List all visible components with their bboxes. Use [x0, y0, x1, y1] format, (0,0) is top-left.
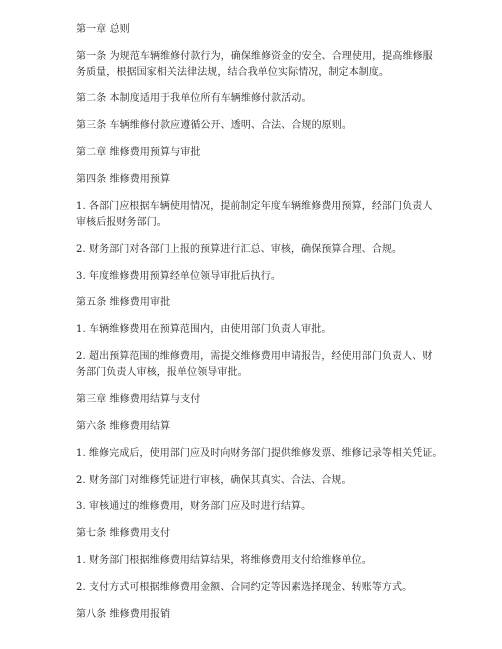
chapter-3-heading: 第三章 维修费用结算与支付	[76, 394, 201, 405]
article-6-item-2: 2. 财务部门对维修凭证进行审核，确保其真实、合法、合规。	[76, 475, 352, 486]
chapter-1-heading: 第一章 总则	[76, 24, 130, 35]
article-6-item-1: 1. 维修完成后，使用部门应及时向财务部门提供维修发票、维修记录等相关凭证。	[76, 448, 443, 459]
article-5-item-1: 1. 车辆维修费用在预算范围内，由使用部门负责人审批。	[76, 324, 332, 335]
article-4-item-2: 2. 财务部门对各部门上报的预算进行汇总、审核，确保预算合理、合规。	[76, 244, 403, 255]
article-1-line-2: 务质量，根据国家相关法律法规，结合我单位实际情况，制定本制度。	[76, 67, 390, 78]
article-2: 第二条 本制度适用于我单位所有车辆维修付款活动。	[76, 93, 312, 104]
article-7-heading: 第七条 维修费用支付	[76, 528, 171, 539]
article-3: 第三条 车辆维修付款应遵循公开、透明、合法、合规的原则。	[76, 120, 352, 131]
chapter-2-heading: 第二章 维修费用预算与审批	[76, 147, 201, 158]
article-5-item-2-line-1: 2. 超出预算范围的维修费用，需提交维修费用申请报告，经使用部门负责人、财	[76, 351, 433, 362]
article-7-item-1: 1. 财务部门根据维修费用结算结果，将维修费用支付给维修单位。	[76, 555, 372, 566]
article-4-item-3: 3. 年度维修费用预算经单位领导审批后执行。	[76, 271, 281, 282]
article-4-heading: 第四条 维修费用预算	[76, 174, 171, 185]
article-6-item-3: 3. 审核通过的维修费用，财务部门应及时进行结算。	[76, 501, 312, 512]
article-4-item-1-line-2: 审核后报财务部门。	[76, 217, 167, 228]
article-4-item-1-line-1: 1. 各部门应根据车辆使用情况，提前制定年度车辆维修费用预算，经部门负责人	[76, 201, 433, 212]
article-7-item-2: 2. 支付方式可根据维修费用金额、合同约定等因素选择现金、转账等方式。	[76, 582, 413, 593]
article-6-heading: 第六条 维修费用结算	[76, 421, 171, 432]
article-5-heading: 第五条 维修费用审批	[76, 297, 171, 308]
article-8-heading: 第八条 维修费用报销	[76, 609, 171, 620]
article-5-item-2-line-2: 务部门负责人审核，报单位领导审批。	[76, 367, 248, 378]
article-1-line-1: 第一条 为规范车辆维修付款行为，确保维修资金的安全、合理使用，提高维修服	[76, 51, 433, 62]
